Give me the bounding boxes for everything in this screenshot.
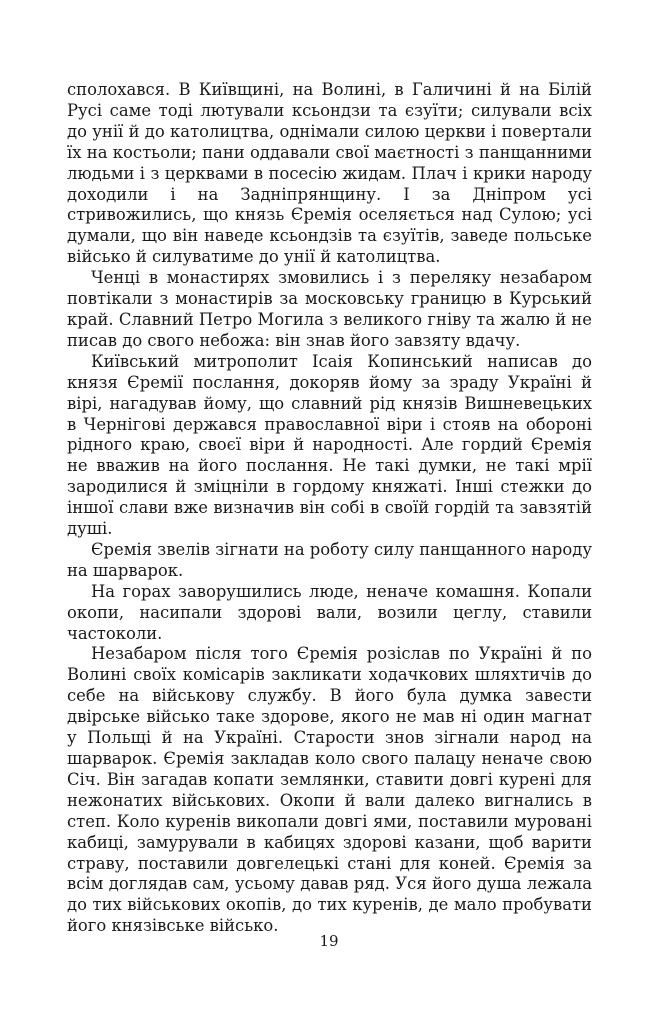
- page-body: [67, 80, 592, 937]
- paragraph-4: Єремія звелів зігнати на роботу силу панщанного народу на шарварок.: [67, 539, 593, 580]
- paragraph-1: сполохався. В Київщині, на Волині, в Галичині й на Білій Русі саме тоді лютували ксьондзи та єзуїти; силували всіх до унії й до католицтва, однімали силою церкви і повертали їх на костьоли; пани оддавали свої маєтності з панщанними людьми і з церквами в посесію жидам. Плач і крики народу доходили і на Задніпрянщину. І за Дніпром усі стривожились, що князь Єремія оселяється над Сулою; усі думали, що він наведе ксьондзів та єзуїтів, заведе польське військо й силуватиме до унії й католицтва.: [67, 80, 592, 267]
- paragraph-2: Ченці в монастирях змовились і з переляку незабаром повтікали з монастирів за московську границю в Курський край. Славний Петро Могила з великого гніву та жалю й не писав до свого небожа: він знав його завзяту вдачу.: [67, 268, 592, 350]
- page-number: 19: [319, 932, 339, 950]
- paragraph-5: На горах заворушились люде, неначе комашня. Копали окопи, насипали здорові вали, возили цеглу, ставили частоколи.: [67, 581, 592, 643]
- paragraph-6: Незабаром після того Єремія розіслав по Україні й по Волині своїх комісарів закликати ходачкових шляхтичів до себе на військову службу. В його була думка завести двірське військо таке здорове, якого не мав ні один магнат у Польщі й на Україні. Старости знов зігнали народ на шарварок. Єремія закладав коло свого палацу неначе свою Січ. Він загадав копати землянки, ставити довгі курені для нежонатих військових. Окопи й вали далеко вигнались в степ. Коло куренів викопали довгі ями, поставили муровані кабиці, замурували в кабицях здорові казани, щоб варити страву, поставили довгелецькі стані для коней. Єремія за всім доглядав сам, усьому давав ряд. Уся його душа лежала до тих військових окопів, до тих куренів, де мало пробувати його князівське військо.: [67, 644, 592, 936]
- paragraph-3: Київський митрополит Ісаія Копинський написав до князя Єремії послання, докоряв йому за зраду Україні й вірі, нагадував йому, що славний рід князів Вишневецьких в Чернігові держався православної віри і стояв на обороні рідного краю, своєї віри й народності. Але гордий Єремія не вважив на його послання. Не такі думки, не такі мрії зародилися й зміцніли в гордому княжаті. Інші стежки до іншої слави вже визначив він собі в своїй гордій та завзятій душі.: [67, 351, 592, 539]
